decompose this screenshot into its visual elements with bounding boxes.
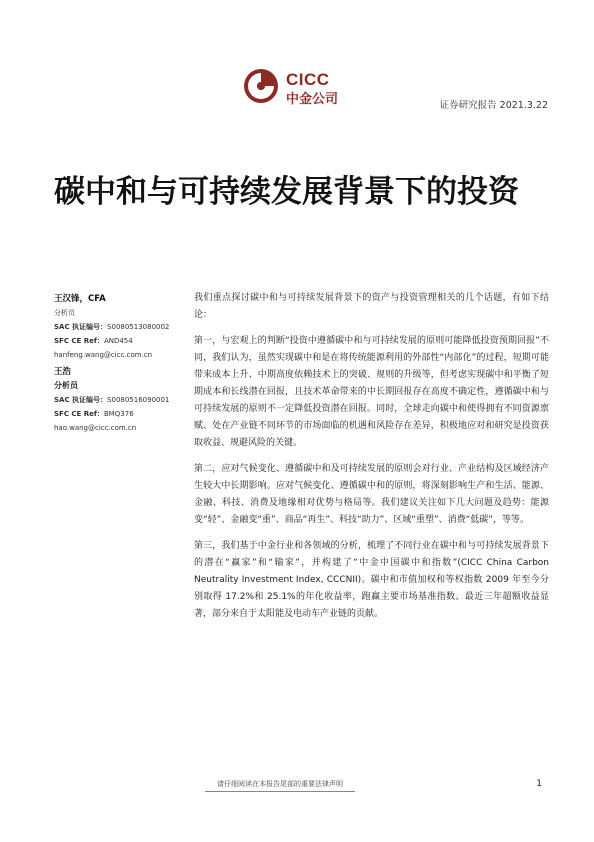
author-email[interactable]: hanfeng.wang@cicc.com.cn [54, 351, 153, 359]
summary-point-3: 第三，我们基于中金行业和各领域的分析，梳理了不同行业在碳中和与可持续发展背景下的潜在“赢家”和“输家”，并构建了“中金中国碳中和指数”(CICC China Carbon Neutrality Investment Index, CCCNII)。碳中和市值加权和等权指数 2009 年至今分别取得 17.2%和 25.1%的年化收益率，跑赢主要市场基准指数。最近三年超额收益显著，部分来自于太阳能及电动车产业链的贡献。 [194, 541, 549, 619]
sac-number: S0080513080002 [107, 323, 170, 331]
author-name: 王浩 [54, 367, 72, 377]
author-sidebar [54, 292, 194, 438]
author-name: 王汉锋，CFA [54, 294, 106, 304]
sfc-number: AND454 [103, 337, 133, 345]
cicc-logo-icon [243, 68, 279, 104]
report-title: 碳中和与可持续发展背景下的投资 [54, 174, 519, 210]
brand-name-en: CICC [286, 70, 330, 89]
author-role: 分析员 [54, 309, 75, 317]
brand-name-cn: 中金公司 [286, 92, 339, 107]
report-summary [194, 290, 549, 632]
author-email[interactable]: hao.wang@cicc.com.cn [54, 424, 137, 432]
author-card [54, 365, 194, 435]
footer-divider [205, 791, 355, 792]
report-type-date: 证券研究报告 2021.3.22 [439, 100, 548, 111]
sac-label: SAC 执证编号： [54, 323, 108, 331]
summary-point-2: 第二，应对气候变化、遵循碳中和及可持续发展的原则会对行业、产业结构及区域经济产生较大中长期影响。应对气候变化、遵循碳中和的原则，将深刻影响生产和生活、能源、金融、科技、消费及地缘相对优势与格局等。我们建议关注如下几大问题及趋势：能源变“轻”、金融变“重”、商品“再生”、科技“助力”、区域“重塑”、消费“低碳”，等等。 [194, 464, 549, 525]
sac-label: SAC 执证编号： [54, 396, 108, 404]
cicc-logo [243, 68, 363, 108]
summary-intro: 我们重点探讨碳中和与可持续发展背景下的资产与投资管理相关的几个话题，有如下结论： [194, 293, 549, 320]
author-sfc [54, 334, 194, 348]
sfc-number: BMQ376 [103, 410, 134, 418]
sfc-label: SFC CE Ref： [54, 410, 104, 418]
summary-point-1: 第一，与宏观上的判断“投资中遵循碳中和与可持续发展的原则可能降低投资预期回报”不同，我们认为，虽然实现碳中和是在将传统能源利用的外部性“内部化”的过程，短期可能带来成本上升、中期高度依赖技术上的突破、规则的升级等，但考虑实现碳中和平衡了短期成本和长线潜在回报，且技术革命带来的中长期回报存在高度不确定性，遵循碳中和与可持续发展的原则不一定降低投资潜在回报。同时，全球走向碳中和使得拥有不同资源禀赋、处在产业链不同环节的市场面临的机遇和风险存在差异，积极地应对和研究是投资获取收益、规避风险的关键。 [194, 336, 549, 448]
page-number: 1 [536, 779, 542, 789]
legal-disclaimer-note: 请仔细阅读在本报告尾部的重要法律声明 [217, 780, 343, 788]
author-sac [54, 393, 194, 407]
author-sac [54, 320, 194, 334]
sfc-label: SFC CE Ref： [54, 337, 104, 345]
sac-number: S0080516090001 [107, 396, 170, 404]
author-role: 分析员 [54, 381, 78, 390]
author-card [54, 292, 194, 362]
author-sfc [54, 407, 194, 421]
